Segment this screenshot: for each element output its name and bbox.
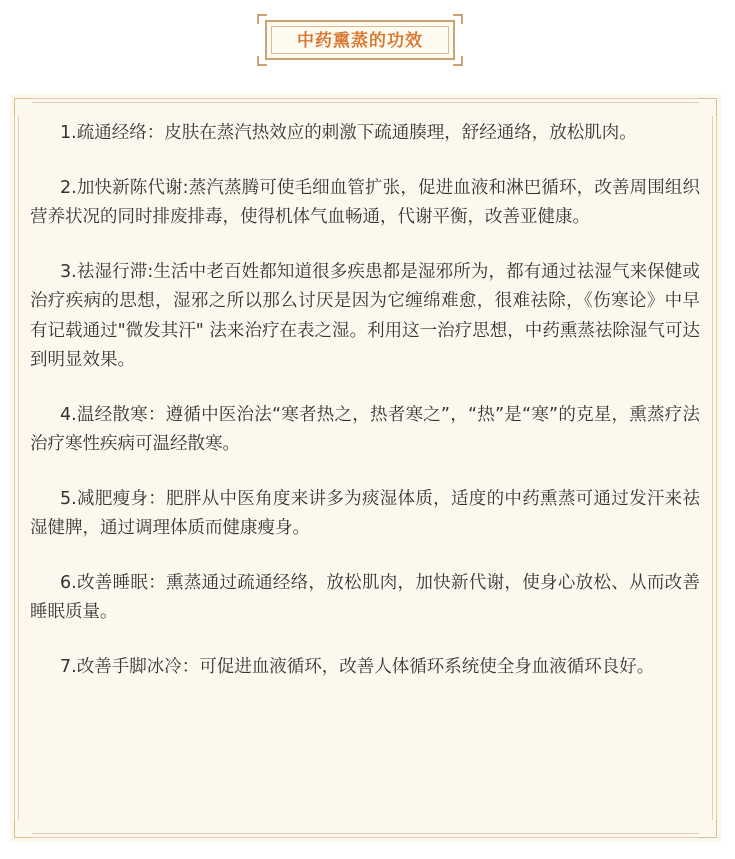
panel-border-right [716, 116, 717, 820]
paragraph-2: 2.加快新陈代谢:蒸汽蒸腾可使毛细血管扩张，促进血液和淋巴循环，改善周围组织营养状况的同时排废排毒，使得机体气血畅通，代谢平衡，改善亚健康。 [30, 177, 700, 227]
page-title: 中药熏蒸的功效 [297, 31, 423, 51]
paragraph-4: 4.温经散寒：遵循中医治法“寒者热之，热者寒之”，“热”是“寒”的克星，熏蒸疗法治疗寒性疾病可温经散寒。 [30, 404, 700, 454]
panel-corner-ornament [14, 98, 32, 116]
panel-border-top-inner [32, 102, 699, 103]
panel-corner-ornament [14, 820, 32, 838]
panel-border-bottom [32, 837, 699, 838]
title-corner-ornament [257, 56, 267, 66]
panel-border-left [14, 116, 15, 820]
title-corner-ornament [453, 14, 463, 24]
content-panel [10, 94, 721, 842]
paragraph-5: 5.减肥瘦身：肥胖从中医角度来讲多为痰湿体质，适度的中药熏蒸可通过发汗来祛湿健脾，通过调理体质而健康瘦身。 [30, 488, 700, 538]
paragraph-3: 3.祛湿行滞:生活中老百姓都知道很多疾患都是湿邪所为，都有通过祛湿气来保健或治疗疾病的思想，湿邪之所以那么讨厌是因为它缠绵难愈，很难祛除，《伤寒论》中早有记载通过"微发其汗" 法来治疗在表之湿。利用这一治疗思想，中药熏蒸祛除湿气可达到明显效果。 [30, 261, 700, 370]
panel-border-top [32, 98, 699, 99]
panel-border-right-inner [712, 116, 713, 820]
panel-border-left-inner [18, 116, 19, 820]
paragraph-1: 1.疏通经络：皮肤在蒸汽热效应的刺激下疏通腠理，舒经通络，放松肌肉。 [60, 123, 637, 143]
title-plaque [257, 14, 463, 66]
panel-corner-ornament [699, 98, 717, 116]
paragraph-6: 6.改善睡眠：熏蒸通过疏通经络，放松肌肉，加快新代谢，使身心放松、从而改善睡眠质量。 [30, 572, 700, 622]
paragraph-7: 7.改善手脚冰冷：可促进血液循环，改善人体循环系统使全身血液循环良好。 [60, 656, 655, 677]
title-corner-ornament [453, 56, 463, 66]
title-corner-ornament [257, 14, 267, 24]
panel-border-bottom-inner [32, 833, 699, 834]
article-body [30, 119, 700, 707]
panel-corner-ornament [699, 820, 717, 838]
